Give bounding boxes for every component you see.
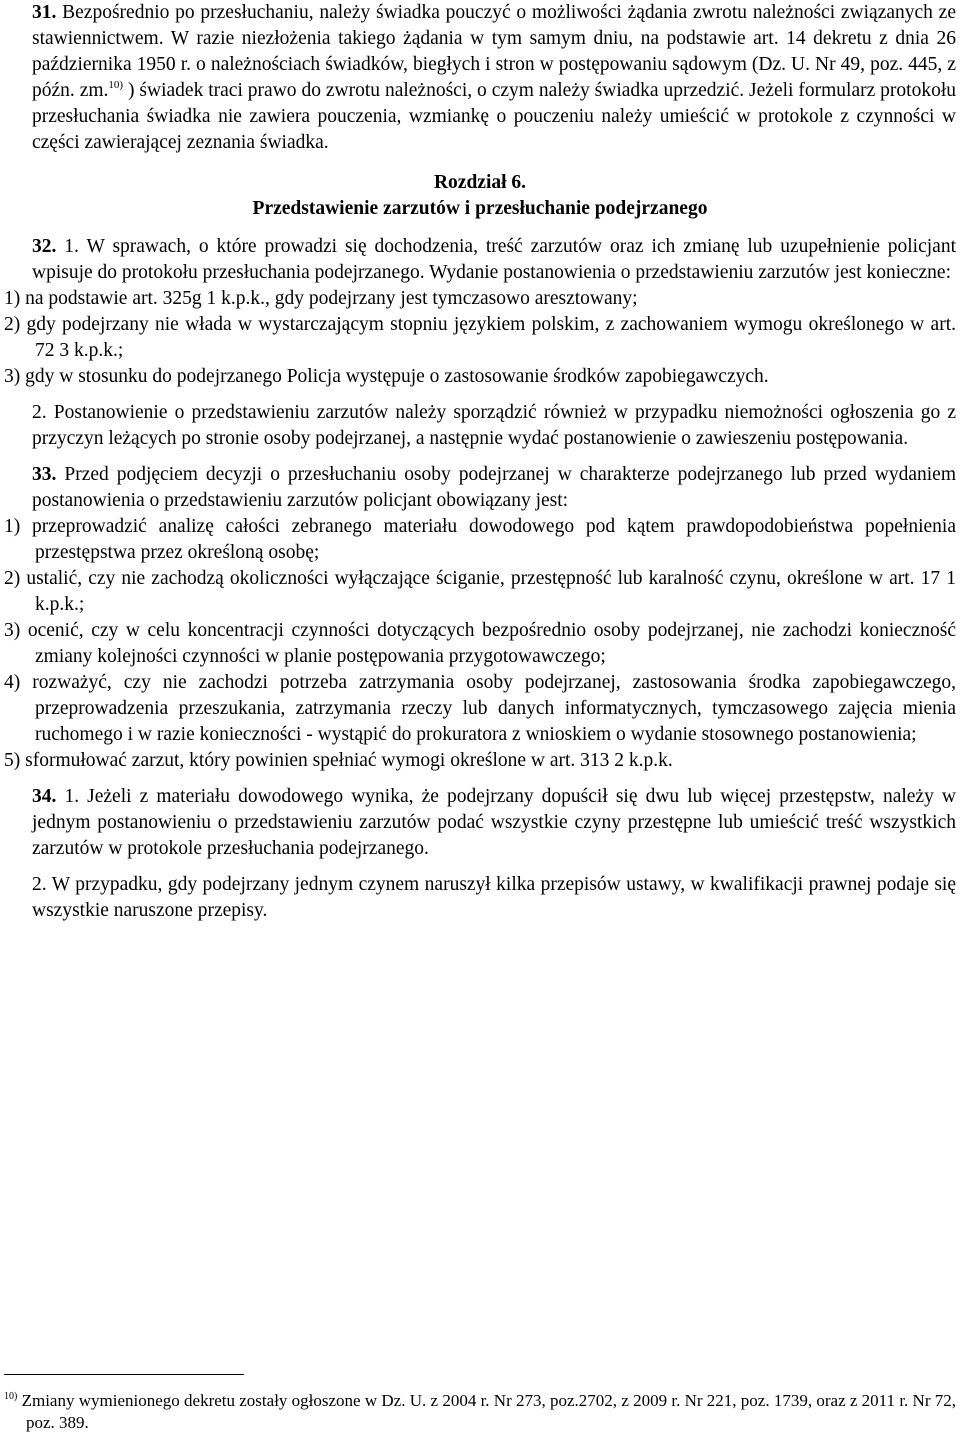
- chapter-label: Rozdział 6.: [433, 172, 527, 193]
- paragraph-number: 34.: [32, 786, 57, 807]
- footnote-content: Zmiany wymienionego dekretu zostały ogłoszone w Dz. U. z 2004 r. Nr 273, poz.2702, z 2009 r. Nr 221, poz. 1739, oraz z 2011 r. Nr 72, poz. 389.: [17, 1391, 956, 1432]
- list-item: 3) ocenić, czy w celu koncentracji czynności dotyczących bezpośrednio osoby podejrzanej, nie zachodzi konieczność zmiany kolejności czynności w planie postępowania przygotowawczego;: [4, 620, 956, 667]
- footnote-text: [4, 1390, 956, 1434]
- paragraph-31: [4, 0, 956, 156]
- paragraph-text: 1. W sprawach, o które prowadzi się dochodzenia, treść zarzutów oraz ich zmianę lub uzupełnienie policjant wpisuje do protokołu przesłuchania podejrzanego. Wydanie postanowienia o przedstawieniu zarzutów jest konieczne:: [32, 236, 956, 283]
- chapter-title: Przedstawienie zarzutów i przesłuchanie podejrzanego: [252, 198, 708, 219]
- list-item: 1) przeprowadzić analizę całości zebranego materiału dowodowego pod kątem prawdopodobieństwa popełnienia przestępstwa przez określoną osobę;: [4, 516, 956, 563]
- list-item: 4) rozważyć, czy nie zachodzi potrzeba zatrzymania osoby podejrzanej, zastosowania środka zapobiegawczego, przeprowadzenia przeszukania, zatrzymania rzeczy lub danych informatycznych, tymczasowego zajęcia mienia ruchomego i w razie konieczności - wystąpić do prokuratora z wnioskiem o wydanie stosownego postanowienia;: [4, 672, 956, 745]
- paragraph-text: Bezpośrednio po przesłuchaniu, należy świadka pouczyć o możliwości żądania zwrotu należności związanych ze stawiennictwem. W razie niezłożenia takiego żądania w tym samym dniu, na podstawie art. 14 dekretu z dnia 26 października 1950 r. o należnościach świadków, biegłych i stron w postępowaniu sądowym (Dz. U. Nr 49, poz. 445, z późn. zm.: [32, 2, 956, 101]
- paragraph-text: 1. Jeżeli z materiału dowodowego wynika, że podejrzany dopuścił się dwu lub więcej przestępstw, należy w jednym postanowieniu o przedstawieniu zarzutów podać wszystkie czyny przestępne lub umieścić treść wszystkich zarzutów w protokole przesłuchania podejrzanego.: [32, 786, 956, 859]
- paragraph-34-point-2: 2. W przypadku, gdy podejrzany jednym czynem naruszył kilka przepisów ustawy, w kwalifikacji prawnej podaje się wszystkie naruszone przepisy.: [32, 874, 956, 921]
- paragraph-number: 33.: [32, 464, 57, 485]
- list-item: 1) na podstawie art. 325g 1 k.p.k., gdy podejrzany jest tymczasowo aresztowany;: [4, 288, 638, 309]
- paragraph-number: 32.: [32, 236, 57, 257]
- document-page: [4, 0, 956, 924]
- footnote-reference: 10): [108, 79, 124, 91]
- footnote-divider: [4, 1374, 244, 1375]
- paragraph-text-cont: ) świadek traci prawo do zwrotu należności, o czym należy świadka uprzedzić. Jeżeli formularz protokołu przesłuchania świadka nie zawiera pouczenia, wzmiankę o pouczeniu należy umieścić w protokole z czynności w części zawierającej zeznania świadka.: [32, 80, 956, 153]
- paragraph-33: [4, 462, 956, 514]
- list-item: 3) gdy w stosunku do podejrzanego Policja występuje o zastosowanie środków zapobiegawczych.: [4, 366, 769, 387]
- footnote: [4, 1390, 956, 1434]
- paragraph-text: Przed podjęciem decyzji o przesłuchaniu osoby podejrzanej w charakterze podejrzanego lub przed wydaniem postanowienia o przedstawieniu zarzutów policjant obowiązany jest:: [32, 464, 956, 511]
- footnote-marker: 10): [4, 1391, 18, 1402]
- list-item: 2) ustalić, czy nie zachodzą okoliczności wyłączające ściganie, przestępność lub karalność czynu, określone w art. 17 1 k.p.k.;: [4, 568, 956, 615]
- list-item: 5) sformułować zarzut, który powinien spełniać wymogi określone w art. 313 2 k.p.k.: [4, 750, 673, 771]
- list-item: 2) gdy podejrzany nie włada w wystarczającym stopniu językiem polskim, z zachowaniem wymogu określonego w art. 72 3 k.p.k.;: [4, 314, 956, 361]
- paragraph-number: 31.: [32, 2, 57, 23]
- paragraph-34: [4, 784, 956, 862]
- paragraph-32-point-2: 2. Postanowienie o przedstawieniu zarzutów należy sporządzić również w przypadku niemożności ogłoszenia go z przyczyn leżących po stronie osoby podejrzanej, a następnie wydać postanowienie o zawieszeniu postępowania.: [32, 402, 956, 449]
- paragraph-32: [4, 234, 956, 286]
